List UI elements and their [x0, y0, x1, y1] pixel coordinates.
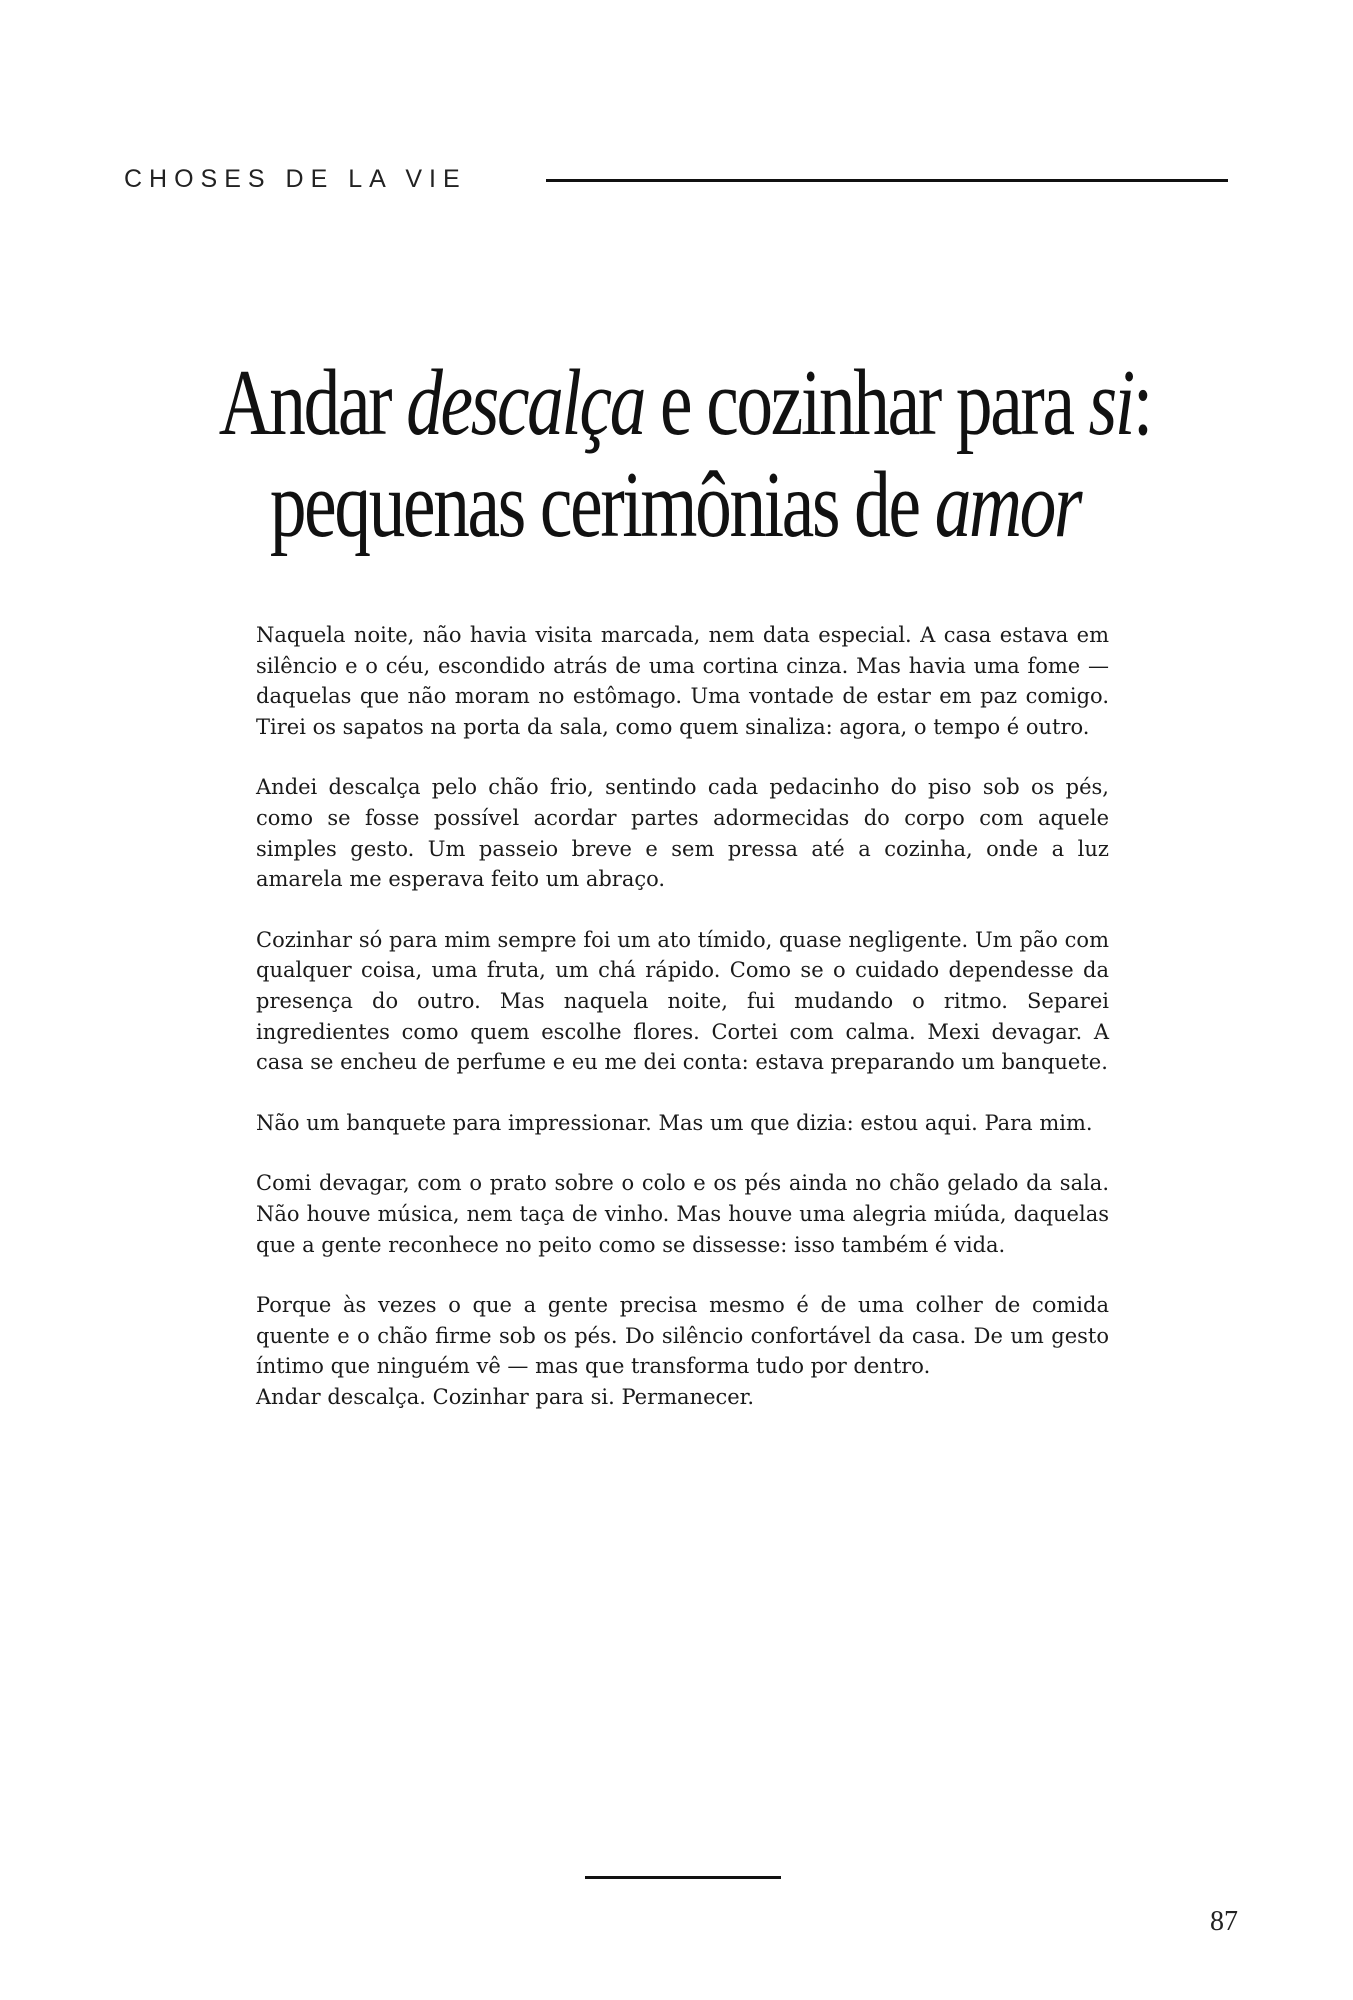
article-title — [218, 351, 1151, 557]
paragraph: Porque às vezes o que a gente precisa mesmo é de uma colher de comida quente e o chão firme sob os pés. Do silêncio confortável da casa. De um gesto íntimo que ninguém vê — mas que transforma tudo por dentro. — [256, 1293, 1109, 1379]
page-number: 87 — [1210, 1906, 1238, 1937]
closing-line: Andar descalça. Cozinhar para si. Permanecer. — [256, 1384, 755, 1409]
title-text: pequenas cerimônias de — [269, 453, 935, 557]
header-rule — [546, 179, 1228, 182]
paragraph: Naquela noite, não havia visita marcada, nem data especial. A casa estava em silêncio e o céu, escondido atrás de uma cortina cinza. Mas havia uma fome — daquelas que não moram no estômago. Uma vontade de estar em paz comigo. Tirei os sapatos na porta da sala, como quem sinaliza: agora, o tempo é outro. — [256, 623, 1109, 739]
paragraph: Cozinhar só para mim sempre foi um ato tímido, quase negligente. Um pão com qualquer coisa, uma fruta, um chá rápido. Como se o cuidado dependesse da presença do outro. Mas naquela noite, fui mudando o ritmo. Separei ingredientes como quem escolhe flores. Cortei com calma. Mexi devagar. A casa se encheu de perfume e eu me dei conta: estava preparando um banquete. — [256, 927, 1109, 1075]
footer-rule — [585, 1876, 781, 1879]
title-emphasis: si — [1088, 351, 1133, 455]
paragraph: Não um banquete para impressionar. Mas um que dizia: estou aqui. Para mim. — [256, 1110, 1093, 1135]
title-emphasis: amor — [934, 453, 1081, 557]
title-line-2 — [219, 454, 1132, 556]
title-text: e cozinhar para — [644, 351, 1089, 455]
paragraph: Comi devagar, com o prato sobre o colo e os pés ainda no chão gelado da sala. Não houve música, nem taça de vinho. Mas houve uma alegria miúda, daquelas que a gente reconhece no peito como se dissesse: isso também é vida. — [256, 1171, 1109, 1257]
article-body — [256, 620, 1109, 1442]
paragraph: Andei descalça pelo chão frio, sentindo cada pedacinho do piso sob os pés, como se fosse possível acordar partes adormecidas do corpo com aquele simples gesto. Um passeio breve e sem pressa até a cozinha, onde a luz amarela me esperava feito um abraço. — [256, 775, 1109, 892]
title-line-1 — [218, 351, 1151, 455]
running-head: CHOSES DE LA VIE — [124, 165, 467, 193]
title-emphasis: descalça — [406, 351, 645, 455]
title-text: : — [1132, 351, 1151, 455]
title-text: Andar — [218, 351, 407, 455]
